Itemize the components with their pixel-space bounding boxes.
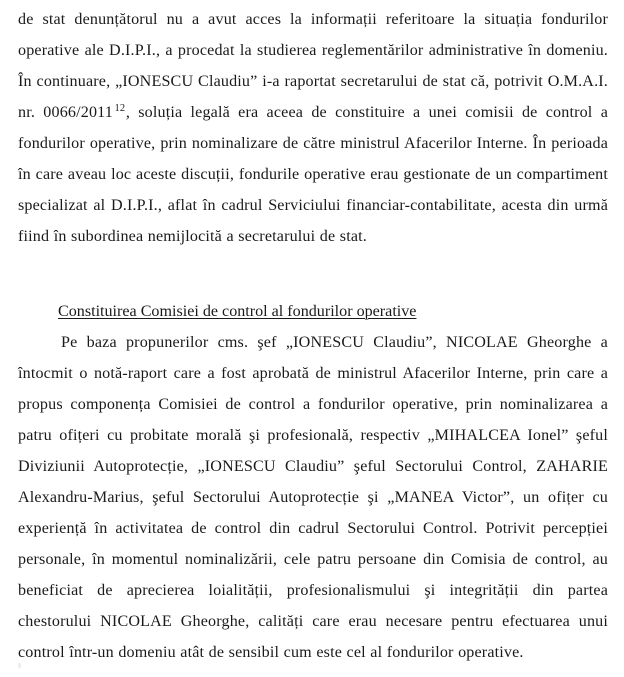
paragraph-continuation	[18, 4, 608, 252]
section-spacer	[18, 252, 608, 296]
footnote-reference-12: 12	[114, 102, 126, 114]
section-heading: Constituirea Comisiei de control al fondurilor operative	[58, 303, 417, 320]
scan-artifact-speck	[18, 663, 21, 668]
section-heading-container	[18, 296, 608, 327]
paragraph-2: Pe baza propunerilor cms. şef „IONESCU Claudiu”, NICOLAE Gheorghe a întocmit o notă-raport care a fost aprobată de ministrul Afacerilor Interne, prin care a propus componența Comisiei de control a fondurilor operative, prin nominalizarea a patru ofițeri cu probitate morală şi profesională, respectiv „MIHALCEA Ionel” şeful Diviziunii Autoprotecție, „IONESCU Claudiu” şeful Sectorului Control, ZAHARIE Alexandru-Marius, şeful Sectorului Autoprotecție şi „MANEA Victor”, un ofițer cu experiență în activitatea de control din cadrul Sectorului Control. Potrivit percepției personale, în momentul nominalizării, cele patru persoane din Comisia de control, au beneficiat de aprecierea loialității, profesionalismului şi integrității din partea chestorului NICOLAE Gheorghe, calități care erau necesare pentru efectuarea unui control într-un domeniu atât de sensibil cum este cel al fondurilor operative.	[18, 334, 608, 661]
paragraph-1-text-after-footnote: , soluția legală era aceea de constituire a unei comisii de control a fondurilor operative, prin nominalizare de către ministrul Afacerilor Interne. În perioada în care aveau loc aceste discuții, fondurile operative erau gestionate de un compartiment specializat al D.I.P.I., aflat în cadrul Serviciului financiar-contabilitate, acesta din urmă fiind în subordinea nemijlocită a secretarului de stat.	[18, 104, 608, 245]
paragraph-1-text-before-footnote: de stat denunțătorul nu a avut acces la informații referitoare la situația fondurilor operative ale D.I.P.I., a procedat la studierea reglementărilor administrative în domeniu. În continuare, „IONESCU Claudiu” i-a raportat secretarului de stat că, potrivit O.M.A.I. nr. 0066/2011	[18, 11, 608, 121]
